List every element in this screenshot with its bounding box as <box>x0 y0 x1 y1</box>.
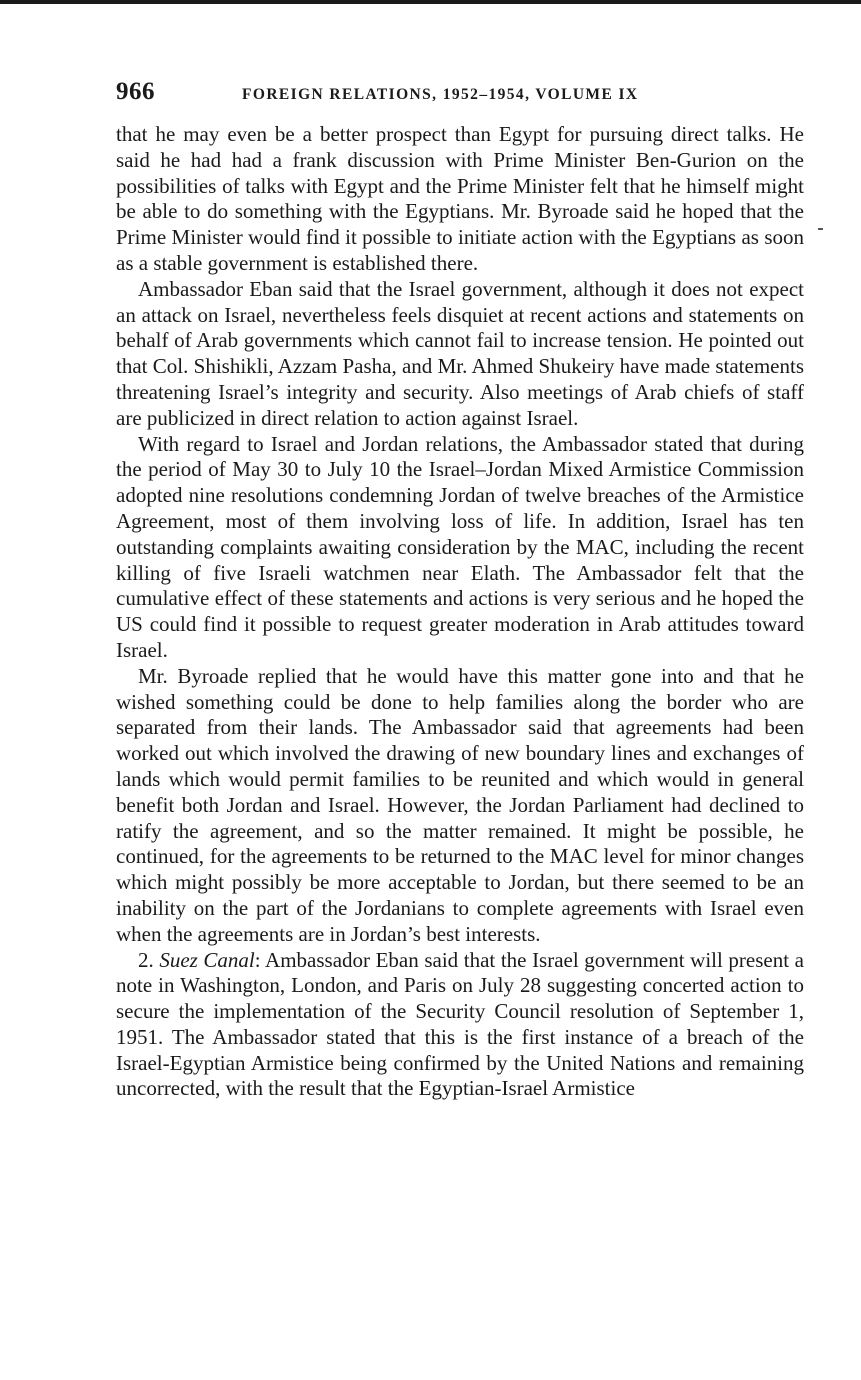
top-border <box>0 0 861 4</box>
paragraph: Mr. Byroade replied that he would have this matter gone into and that he wished something could be done to help families along the border who are separated from their lands. The Ambassador said that agreements had been worked out which involved the drawing of new boundary lines and exchanges of lands which would permit families to be reunited and which would in general benefit both Jordan and Israel. However, the Jordan Parliament had declined to ratify the agreement, and so the matter remained. It might be possible, he continued, for the agreements to be returned to the MAC level for minor changes which might possibly be more acceptable to Jordan, but there seemed to be an inability on the part of the Jordanians to complete agreements with Israel even when the agreements are in Jordan’s best interests. <box>116 663 804 946</box>
section-text: : Ambassador Eban said that the Israel government will present a note in Washington, London, and Paris on July 28 suggesting concerted action to secure the implementation of the Security Council resolution of September 1, 1951. The Ambassador stated that this is the first instance of a breach of the Israel-Egyptian Armistice being confirmed by the United Nations and remaining uncorrected, with the result that the Egyptian-Israel Armistice <box>116 947 804 1101</box>
scan-speck <box>818 228 823 230</box>
running-title: FOREIGN RELATIONS, 1952–1954, VOLUME IX <box>242 86 639 103</box>
document-body <box>116 122 804 1102</box>
page-number: 966 <box>116 78 155 105</box>
section-paragraph <box>116 948 804 1103</box>
section-number: 2. <box>138 947 154 972</box>
paragraph: With regard to Israel and Jordan relations, the Ambassador stated that during the period of May 30 to July 10 the Israel–Jordan Mixed Armistice Commission adopted nine resolutions condemning Jordan of twelve breaches of the Armistice Agreement, most of them involving loss of life. In addition, Israel has ten outstanding complaints awaiting consideration by the MAC, including the recent killing of five Israeli watchmen near Elath. The Ambassador felt that the cumulative effect of these statements and actions is very serious and he hoped the US could find it possible to request greater moderation in Arab attitudes toward Israel. <box>116 431 804 662</box>
paragraph: that he may even be a better prospect than Egypt for pursuing direct talks. He said he had had a frank discussion with Prime Minister Ben-Gurion on the possibilities of talks with Egypt and the Prime Minister felt that he himself might be able to do something with the Egyptians. Mr. Byroade said he hoped that the Prime Minister would find it possible to initiate action with the Egyptians as soon as a stable government is established there. <box>116 122 804 275</box>
paragraph: Ambassador Eban said that the Israel government, although it does not expect an attack on Israel, nevertheless feels disquiet at recent actions and statements on behalf of Arab governments which cannot fail to increase tension. He pointed out that Col. Shishikli, Azzam Pasha, and Mr. Ahmed Shukeiry have made statements threatening Israel’s integrity and security. Also meetings of Arab chiefs of staff are publicized in direct relation to action against Israel. <box>116 276 804 430</box>
page-header <box>116 78 804 112</box>
section-title: Suez Canal <box>159 947 255 972</box>
